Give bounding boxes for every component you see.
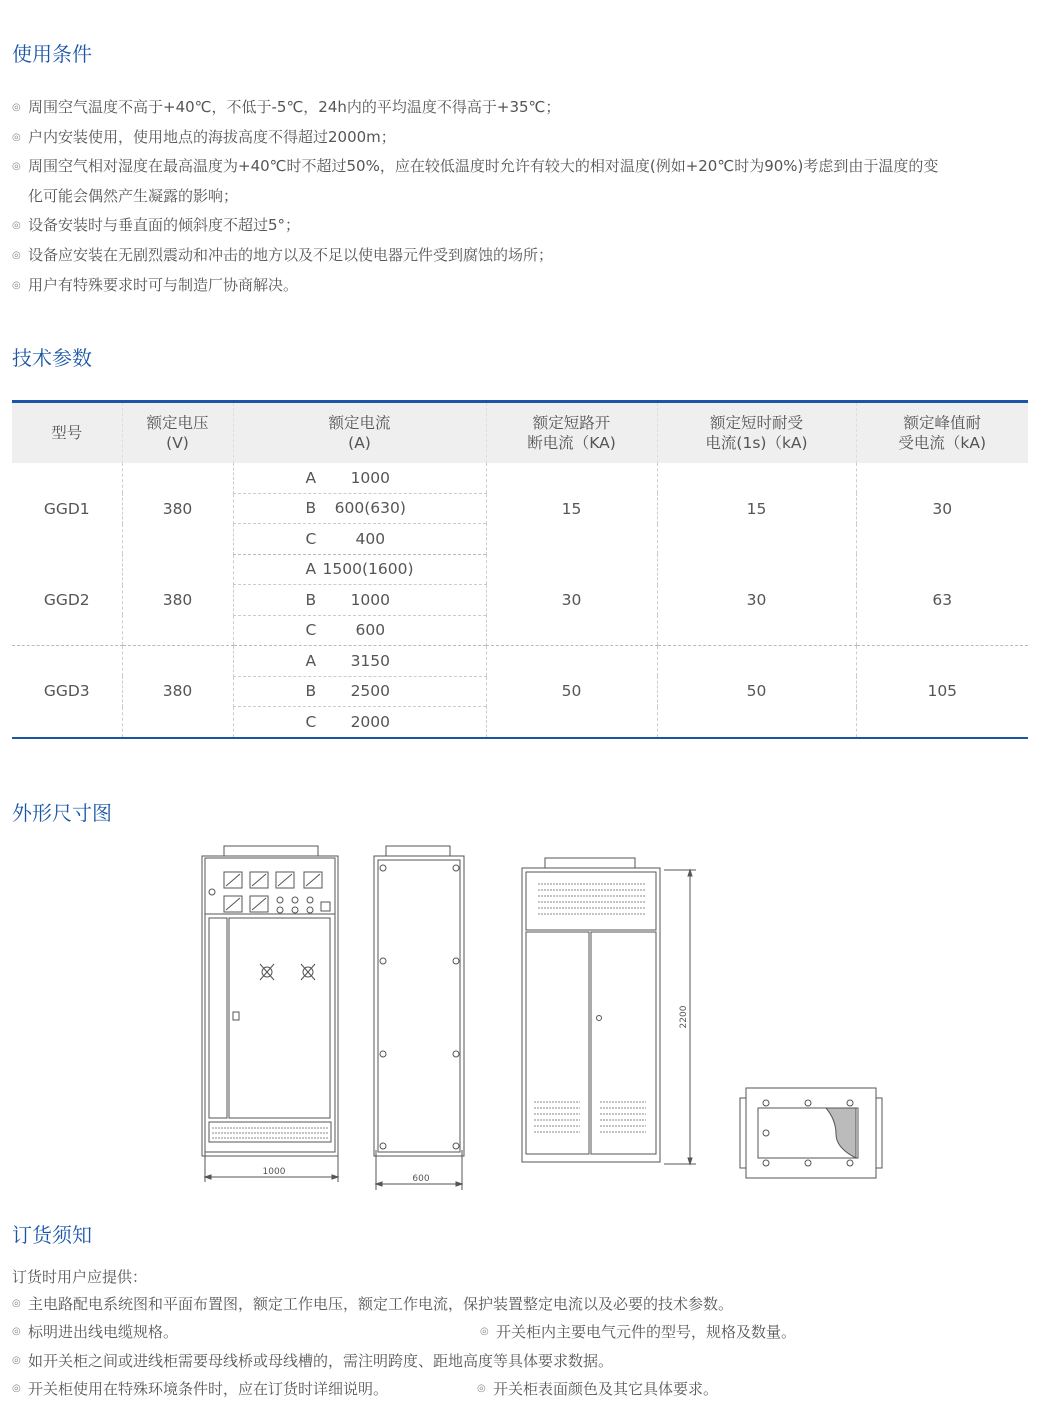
list-item: ◎ 如开关柜之间或进线柜需要母线桥或母线槽的，需注明跨度、距地高度等具体要求数据。 [12, 1347, 613, 1375]
dim-height-label: 2200 [679, 1005, 689, 1029]
section-title-conditions: 使用条件 [12, 42, 92, 66]
front-view [202, 846, 338, 1182]
spec-table [12, 400, 1028, 739]
table-row [12, 646, 1028, 677]
list-item: ◎ 开关柜内主要电气元件的型号，规格及数量。 [480, 1318, 796, 1346]
cell-short-break: 15 [486, 463, 657, 554]
cell-short-time: 15 [657, 463, 856, 554]
cell-voltage: 380 [122, 554, 233, 646]
cell-current: C 2000 [233, 707, 486, 738]
cell-model: GGD2 [12, 554, 122, 646]
cell-current: A 1500(1600) [233, 554, 486, 585]
base-view [740, 1088, 882, 1178]
side-view [374, 846, 464, 1190]
rear-view [522, 858, 696, 1164]
cell-short-break: 30 [486, 554, 657, 646]
header-model: 型号 [12, 402, 122, 464]
section-title-dimensions: 外形尺寸图 [12, 801, 112, 825]
dim-width-label: 1000 [262, 1167, 286, 1177]
cell-current: A 1000 [233, 463, 486, 493]
cell-voltage: 380 [122, 646, 233, 738]
list-item: ◎ 用户有特殊要求时可与制造厂协商解决。 [12, 271, 1032, 301]
header-voltage: 额定电压 (V) [122, 402, 233, 464]
list-item: ◎ 开关柜使用在特殊环境条件时，应在订货时详细说明。 [12, 1375, 388, 1403]
list-item: ◎ 设备应安装在无剧烈震动和冲击的地方以及不足以使电器元件受到腐蚀的场所； [12, 241, 1032, 271]
list-item: ◎ 主电路配电系统图和平面布置图，额定工作电压，额定工作电流，保护装置整定电流以及必要的技术参数。 [12, 1290, 733, 1318]
table-header-row [12, 402, 1028, 464]
list-item: ◎ 设备安装时与垂直面的倾斜度不超过5°； [12, 211, 1032, 241]
cell-current: B 2500 [233, 676, 486, 707]
cell-model: GGD1 [43, 499, 90, 518]
header-peak: 额定峰值耐 受电流（kA) [856, 402, 1028, 464]
list-item: ◎ 户内安装使用，使用地点的海拔高度不得超过2000m； [12, 123, 1032, 153]
cell-model: GGD3 [12, 646, 122, 738]
cell-current: C 600 [233, 615, 486, 646]
cell-short-time: 30 [657, 554, 856, 646]
cell-peak: 63 [856, 554, 1028, 646]
cell-current: C 400 [233, 524, 486, 555]
cell-short-time: 50 [657, 646, 856, 738]
cell-current: B 1000 [233, 585, 486, 616]
cell-current: A 3150 [233, 646, 486, 677]
order-list [12, 1290, 1032, 1403]
order-intro: 订货时用户应提供： [12, 1268, 148, 1286]
section-title-order: 订货须知 [12, 1223, 92, 1247]
conditions-list [12, 93, 1032, 300]
cell-peak: 30 [856, 463, 1028, 554]
cell-voltage: 380 [122, 463, 233, 554]
cell-peak: 105 [856, 646, 1028, 738]
cell-short-break: 50 [486, 646, 657, 738]
table-row [12, 554, 1028, 585]
dim-depth-label: 600 [412, 1174, 430, 1184]
header-current: 额定电流 (A) [233, 402, 486, 464]
list-item: ◎ 周围空气温度不高于+40℃，不低于-5℃，24h内的平均温度不得高于+35℃； [12, 93, 1032, 123]
cell-current: B 600(630) [233, 493, 486, 524]
list-item: ◎ 标明进出线电缆规格。 [12, 1318, 178, 1346]
section-title-tech: 技术参数 [12, 346, 92, 370]
meter-icon [224, 872, 322, 912]
list-item: ◎ 开关柜表面颜色及其它具体要求。 [477, 1375, 718, 1403]
list-item: ◎ 周围空气相对湿度在最高温度为+40℃时不超过50%，应在较低温度时允许有较大的相对温度(例如+20℃时为90%)考虑到由于温度的变 化可能会偶然产生凝露的影响； [12, 152, 1032, 211]
table-row [12, 463, 1028, 493]
dimension-drawing [0, 830, 1040, 1200]
header-short-break: 额定短路开 断电流（KA) [486, 402, 657, 464]
switch-handle-icon [260, 964, 315, 980]
header-short-time: 额定短时耐受 电流(1s)（kA) [657, 402, 856, 464]
